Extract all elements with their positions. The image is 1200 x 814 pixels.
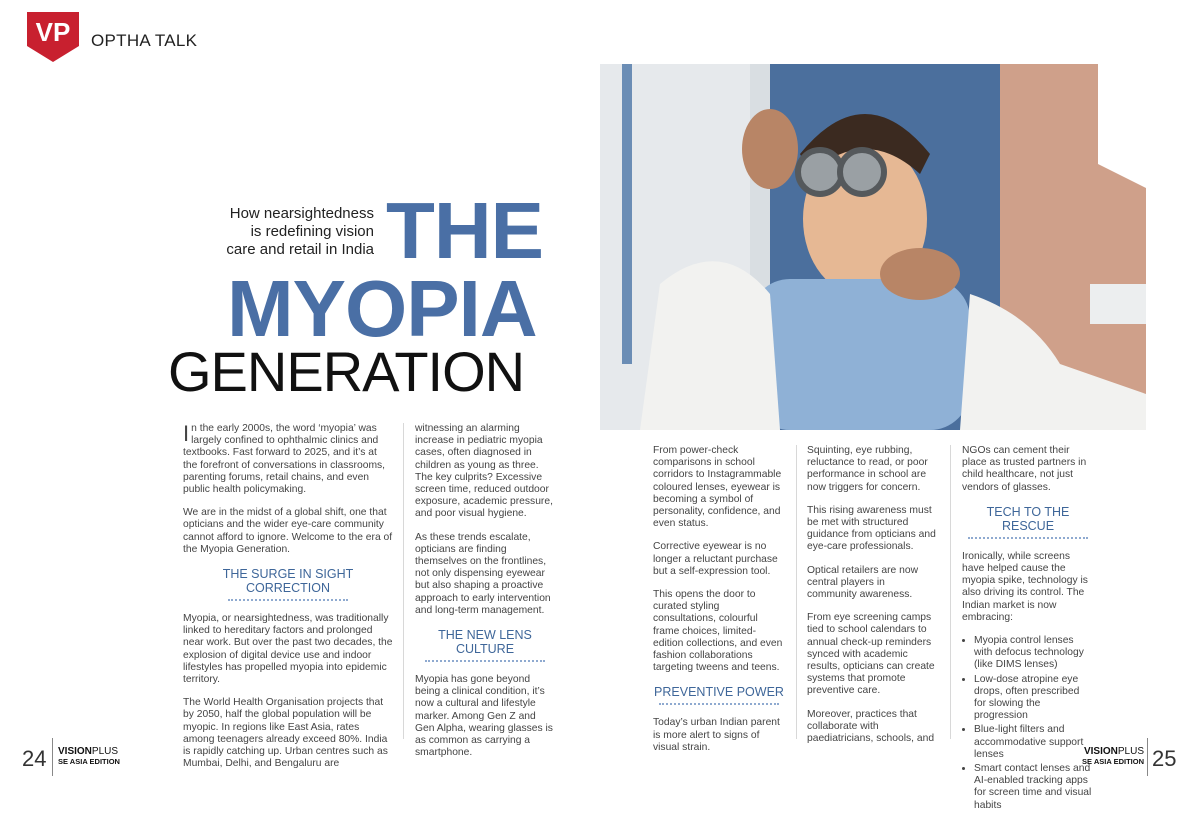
article-column-3 — [653, 445, 785, 765]
article-column-2 — [415, 423, 555, 770]
section-label: OPTHA TALK — [91, 31, 198, 50]
footer-rule — [52, 738, 53, 776]
subheading-text: THE NEW LENS CULTURE — [438, 628, 532, 657]
list-item: • Low-dose atropine eye drops, often prescribed for slowing the progression — [974, 674, 1094, 723]
paragraph: witnessing an alarming increase in pediatric myopia cases, often diagnosed in children as young as three. The key culprits? Excessive screen time, reduced outdoor exposure, academic pressure, and poor visual hygiene. — [415, 423, 553, 520]
visionplus-logo — [27, 12, 79, 62]
brand-edition: SE ASIA EDITION — [1082, 757, 1144, 766]
list-item: • Blue-light filters and accommodative support lenses — [974, 724, 1094, 761]
column-divider — [403, 423, 404, 739]
article-column-1 — [183, 423, 393, 781]
paragraph: This opens the door to curated styling consultations, colourful frame choices, limited-edition collections, and even fashion collaborations targeting tweens and teens. — [653, 589, 783, 674]
article-column-4 — [807, 445, 937, 756]
list-item: • Myopia control lenses with defocus technology (like DIMS lenses) — [974, 635, 1094, 672]
paragraph: Myopia, or nearsightedness, was traditionally linked to hereditary factors and prolonged near work. But over the past two decades, the explosion of digital device use and indoor lifestyles has propelled myopia into epidemic territory. — [183, 613, 393, 686]
article-column-5 — [962, 445, 1094, 814]
dotted-rule — [425, 660, 545, 662]
page-number-left: 24 — [22, 746, 47, 771]
hero-photo — [600, 64, 1146, 430]
paragraph: Myopia has gone beyond being a clinical condition, it’s now a cultural and lifestyle marker. Among Gen Z and Gen Alpha, wearing glasses is as common as carrying a smartphone. — [415, 674, 553, 759]
paragraph: Moreover, practices that collaborate with paediatricians, schools, and — [807, 708, 935, 745]
dotted-rule — [659, 703, 779, 705]
brand-footer-right — [1082, 747, 1144, 767]
dotted-rule — [968, 537, 1088, 539]
paragraph: From eye screening camps tied to school calendars to annual check-up reminders synced with academic results, opticians can create systems that promote preventive care. — [807, 612, 935, 697]
subheading-tech — [962, 505, 1094, 539]
subheading-lens — [415, 628, 555, 662]
paragraph: Optical retailers are now central players in community awareness. — [807, 564, 919, 601]
article-subtitle — [180, 205, 374, 259]
brand-edition: SE ASIA EDITION — [58, 757, 120, 766]
brand-name: VISIONPLUS — [58, 746, 119, 757]
paragraph: As these trends escalate, opticians are finding themselves on the frontlines, not only dispensing eyewear but also shaping a proactive approach to early intervention and long-term management. — [415, 531, 551, 616]
paragraph: Today’s urban Indian parent is more alert to signs of visual strain. — [653, 717, 780, 753]
page-number-right: 25 — [1152, 746, 1177, 771]
column-divider — [950, 445, 951, 739]
column-divider — [796, 445, 797, 739]
brand-name: VISIONPLUS — [1083, 746, 1144, 757]
logo-text: VP — [35, 17, 71, 47]
headline-generation: GENERATION — [168, 340, 525, 403]
paragraph: The World Health Organisation projects that by 2050, half the global population will be myopic. In regions like East Asia, rates among teenagers already exceed 80%. India is rapidly catching up. Urban centres such as Mumbai, Delhi, and Bengaluru are — [183, 697, 388, 770]
footer-rule — [1147, 738, 1148, 776]
headline-the: THE — [386, 186, 543, 275]
brand-footer-left — [58, 747, 120, 767]
subtitle-line: care and retail in India — [226, 241, 374, 258]
list-item: • Smart contact lenses and AI-enabled tracking apps for screen time and visual habits — [974, 763, 1094, 812]
paragraph: Squinting, eye rubbing, reluctance to read, or poor performance in school are now triggers for concern. — [807, 445, 928, 493]
paragraph: This rising awareness must be met with structured guidance from opticians and eye-care professionals. — [807, 504, 936, 553]
paragraph: Ironically, while screens have helped cause the myopia spike, technology is also driving its control. The Indian market is now embracing: — [962, 550, 1088, 623]
drop-cap: I — [183, 421, 190, 446]
bullet-list — [962, 635, 1094, 812]
headline-myopia: MYOPIA — [227, 264, 537, 353]
subheading-text: PREVENTIVE POWER — [654, 685, 784, 700]
paragraph: We are in the midst of a global shift, one that opticians and the wider eye-care community cannot afford to ignore. Welcome to the era of the Myopia Generation. — [183, 507, 393, 555]
subheading-preventive — [653, 685, 785, 705]
paragraph-text: n the early 2000s, the word ‘myopia’ was largely confined to ophthalmic clinics and textbooks. Fast forward to 2025, and it’s at the forefront of conversations in classrooms, parenting forums, retail chains, and even public health policymaking. — [183, 423, 386, 496]
subheading-text: THE SURGE IN SIGHT CORRECTION — [222, 567, 354, 596]
paragraph: From power-check comparisons in school corridors to Instagrammable coloured lenses, eyewear is becoming a symbol of personality, confidence, and even status. — [653, 445, 782, 530]
paragraph: Corrective eyewear is no longer a reluctant purchase but a self-expression tool. — [653, 541, 778, 577]
subheading-surge — [183, 567, 393, 601]
dotted-rule — [228, 599, 348, 601]
paragraph — [183, 423, 393, 496]
paragraph: NGOs can cement their place as trusted partners in child healthcare, not just vendors of glasses. — [962, 445, 1087, 493]
subtitle-line: How nearsightedness — [229, 205, 374, 222]
subheading-text: TECH TO THE RESCUE — [986, 504, 1070, 533]
subtitle-line: is redefining vision — [250, 223, 374, 240]
